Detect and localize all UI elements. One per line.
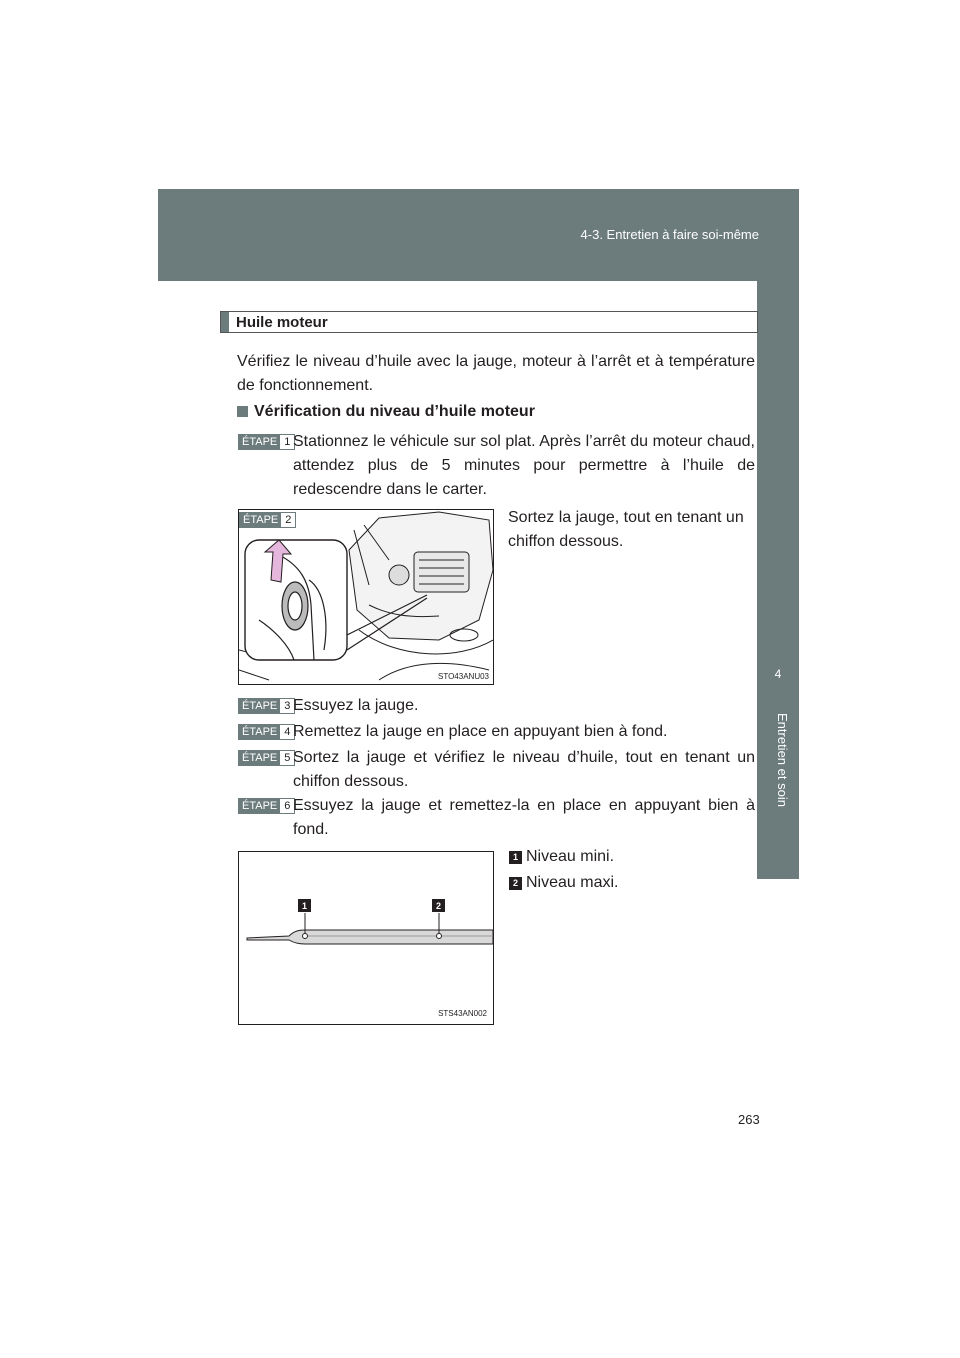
step-2-text: Sortez la jauge, tout en tenant un chiffon dessous. — [508, 509, 744, 550]
section-breadcrumb: 4-3. Entretien à faire soi-même — [580, 227, 759, 242]
step-word: ÉTAPE — [239, 435, 280, 449]
legend-marker: 2 — [509, 877, 522, 890]
step-5-text: Sortez la jauge et vérifiez le niveau d’huile, tout en tenant un chiffon dessous. — [293, 749, 755, 790]
step-number: 2 — [281, 513, 295, 527]
step-3-text: Essuyez la jauge. — [293, 697, 419, 714]
page-number: 263 — [738, 1112, 760, 1127]
subheading — [237, 403, 535, 421]
dipstick-illustration — [239, 852, 494, 1025]
step-badge-2 — [239, 512, 296, 528]
dipstick-removal-figure — [238, 509, 494, 685]
legend-marker: 1 — [509, 851, 522, 864]
legend-item-min — [509, 848, 614, 866]
step-word: ÉTAPE — [239, 725, 280, 739]
step-badge-1 — [238, 434, 295, 450]
chapter-number: 4 — [774, 667, 782, 681]
step-1-text: Stationnez le véhicule sur sol plat. Après l’arrêt du moteur chaud, attendez plus de 5 minutes pour permettre à l’huile de redescendre dans le carter. — [293, 433, 755, 498]
figure-code: STS43AN002 — [438, 1009, 487, 1018]
step-word: ÉTAPE — [239, 751, 280, 765]
step-badge-5 — [238, 750, 295, 766]
square-bullet-icon — [237, 406, 248, 417]
step-word: ÉTAPE — [239, 799, 280, 813]
step-number: 4 — [280, 725, 294, 739]
subheading-text: Vérification du niveau d’huile moteur — [254, 403, 535, 420]
step-number: 5 — [280, 751, 294, 765]
section-title-box — [220, 311, 758, 333]
marker-1-label: 1 — [301, 901, 308, 911]
header-band — [158, 189, 799, 281]
legend-text: Niveau maxi. — [526, 874, 619, 891]
step-number: 3 — [280, 699, 294, 713]
step-word: ÉTAPE — [240, 513, 281, 527]
intro-paragraph: Vérifiez le niveau d’huile avec la jauge, moteur à l’arrêt et à température de fonctionnement. — [237, 353, 755, 394]
chapter-side-tab — [757, 281, 799, 879]
step-word: ÉTAPE — [239, 699, 280, 713]
legend-item-max — [509, 874, 618, 892]
chapter-title: Entretien et soin — [775, 713, 790, 807]
step-badge-3 — [238, 698, 295, 714]
figure-code: STO43ANU03 — [438, 672, 489, 681]
step-number: 6 — [280, 799, 294, 813]
marker-2-label: 2 — [435, 901, 442, 911]
step-6-text: Essuyez la jauge et remettez-la en place en appuyant bien à fond. — [293, 797, 755, 838]
section-title: Huile moteur — [236, 314, 328, 331]
engine-illustration — [239, 510, 494, 685]
step-badge-6 — [238, 798, 295, 814]
step-badge-4 — [238, 724, 295, 740]
legend-text: Niveau mini. — [526, 848, 615, 865]
step-4-text: Remettez la jauge en place en appuyant bien à fond. — [293, 723, 668, 740]
section-title-bar — [221, 312, 229, 332]
step-number: 1 — [280, 435, 294, 449]
dipstick-level-figure — [238, 851, 494, 1025]
